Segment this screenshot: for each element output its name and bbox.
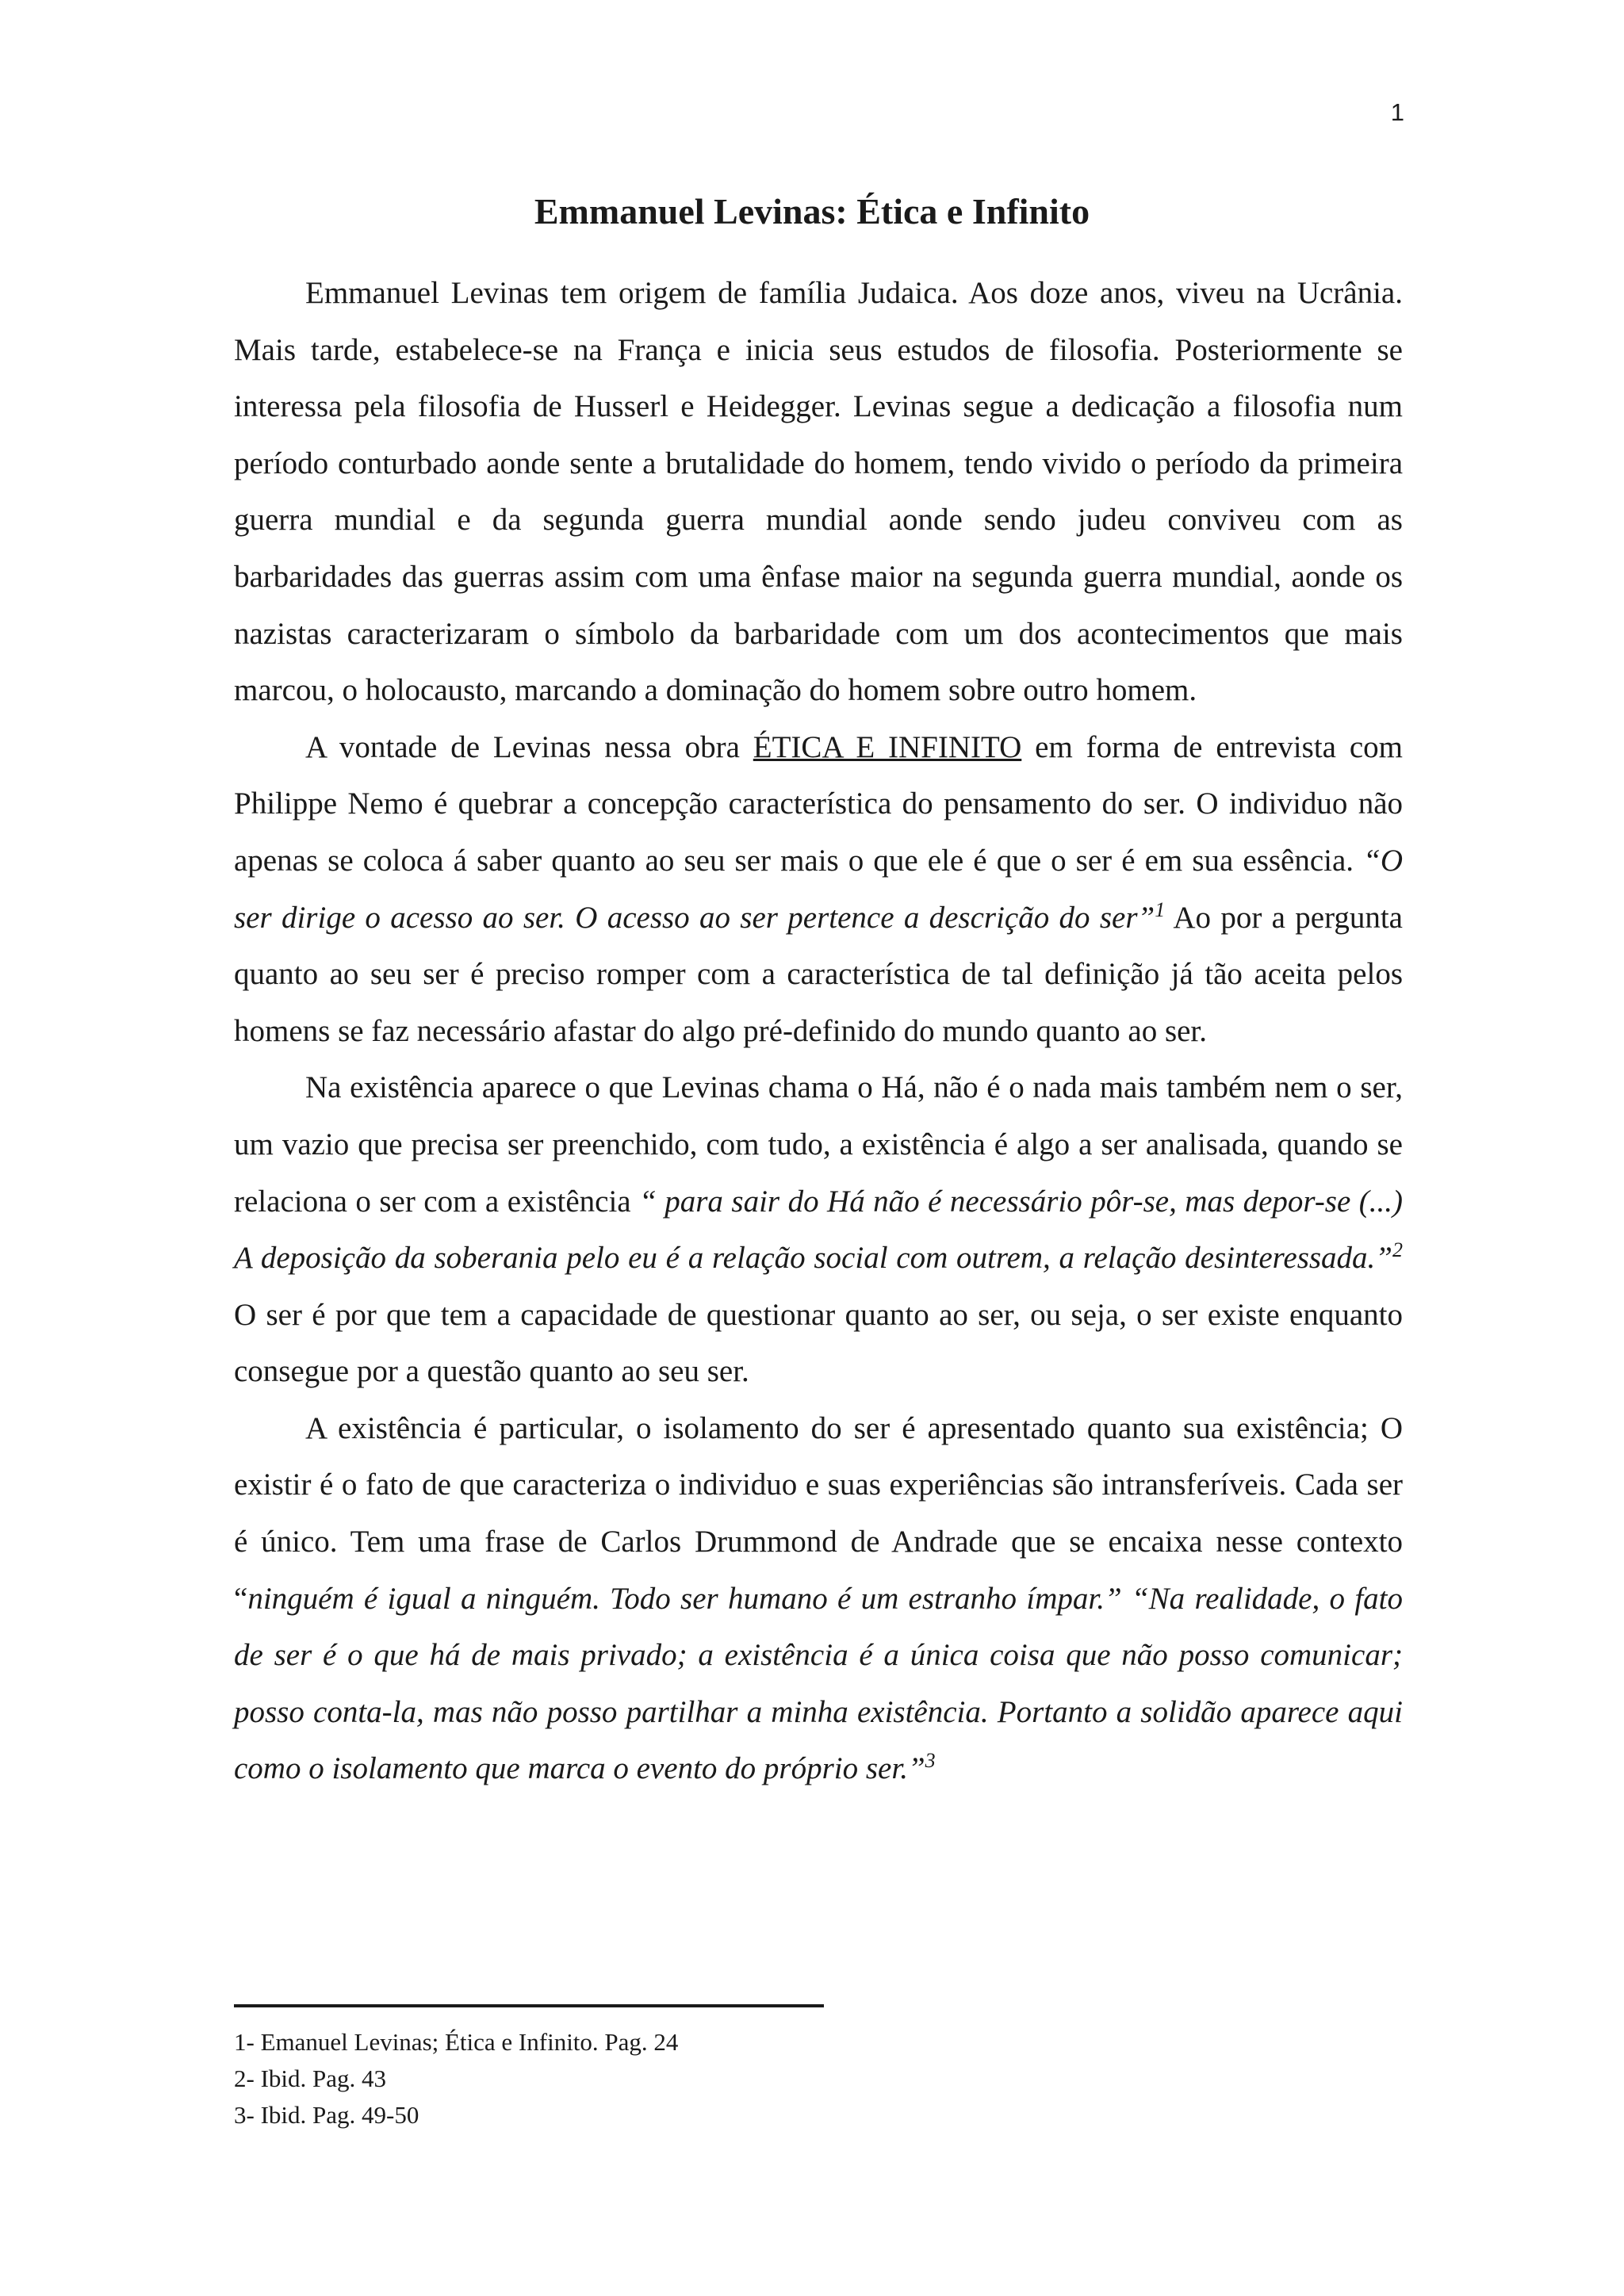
paragraph-text: Na existência aparece o que Levinas chama o Há, não é o nada mais também nem o ser, um vazio que precisa ser preenchido, com tudo, a existência é algo a ser analisada, quando se relaciona o ser com a existência [234,1070,1403,1219]
footnotes [234,2024,1185,2133]
quotation: “ para sair do Há não é necessário pôr-se, mas depor-se (...) A deposição da soberania pelo eu é a relação social com outrem, a relação desinteressada.” [234,1184,1403,1276]
paragraph-text: A existência é particular, o isolamento do ser é apresentado quanto sua existência; O existir é o fato de que caracteriza o individuo e suas experiências são intransferíveis. Cada ser é único. Tem uma frase de Carlos Drummond de Andrade que se encaixa nesse contexto “ [234,1410,1403,1616]
book-title: ÉTICA E INFINITO [753,729,1022,764]
document-title: Emmanuel Levinas: Ética e Infinito [534,191,1090,232]
footnote-reference: 3 [925,1749,936,1773]
paragraph [234,1059,1403,1400]
footnote-divider [234,2004,824,2007]
footnote-reference: 2 [1392,1238,1403,1262]
paragraph [234,719,1403,1060]
paragraph-text: Emmanuel Levinas tem origem de família Judaica. Aos doze anos, viveu na Ucrânia. Mais tarde, estabelece-se na França e inicia seus estudos de filosofia. Posteriormente se interessa pela filosofia de Husserl e Heidegger. Levinas segue a dedicação a filosofia num período conturbado aonde sente a brutalidade do homem, tendo vivido o período da primeira guerra mundial e da segunda guerra mundial aonde sendo judeu conviveu com as barbaridades das guerras assim com uma ênfase maior na segunda guerra mundial, aonde os nazistas caracterizaram o símbolo da barbaridade com um dos acontecimentos que mais marcou, o holocausto, marcando a dominação do homem sobre outro homem. [234,276,1403,708]
footnote: 1- Emanuel Levinas; Ética e Infinito. Pag. 24 [234,2028,679,2056]
page-number: 1 [1390,98,1404,126]
paragraph-text: O ser é por que tem a capacidade de questionar quanto ao ser, ou seja, o ser existe enquanto consegue por a questão quanto ao seu ser. [234,1297,1403,1389]
quotation: “O ser dirige o acesso ao ser. O acesso ao ser pertence a descrição do ser” [234,843,1403,935]
footnote-reference: 1 [1155,897,1166,921]
paragraph-text: em forma de entrevista com Philippe Nemo é quebrar a concepção característica do pensamento do ser. O individuo não apenas se coloca á saber quanto ao seu ser mais o que ele é que o ser é em sua essência. [234,729,1403,878]
footnote: 2- Ibid. Pag. 43 [234,2064,387,2092]
paragraph [234,1400,1403,1797]
footnote: 3- Ibid. Pag. 49-50 [234,2101,419,2129]
paragraph [234,265,1403,719]
paragraph-text: Ao por a pergunta quanto ao seu ser é preciso romper com a característica de tal definição já tão aceita pelos homens se faz necessário afastar do algo pré-definido do mundo quanto ao ser. [234,900,1403,1048]
body-text [234,265,1403,1797]
paragraph-text: A vontade de Levinas nessa obra [305,729,753,764]
quotation: ninguém é igual a ninguém. Todo ser humano é um estranho ímpar.” “Na realidade, o fato de ser é o que há de mais privado; a existência é a única coisa que não posso comunicar; posso conta-la, mas não posso partilhar a minha existência. Portanto a solidão aparece aqui como o isolamento que marca o evento do próprio ser.” [234,1581,1403,1786]
